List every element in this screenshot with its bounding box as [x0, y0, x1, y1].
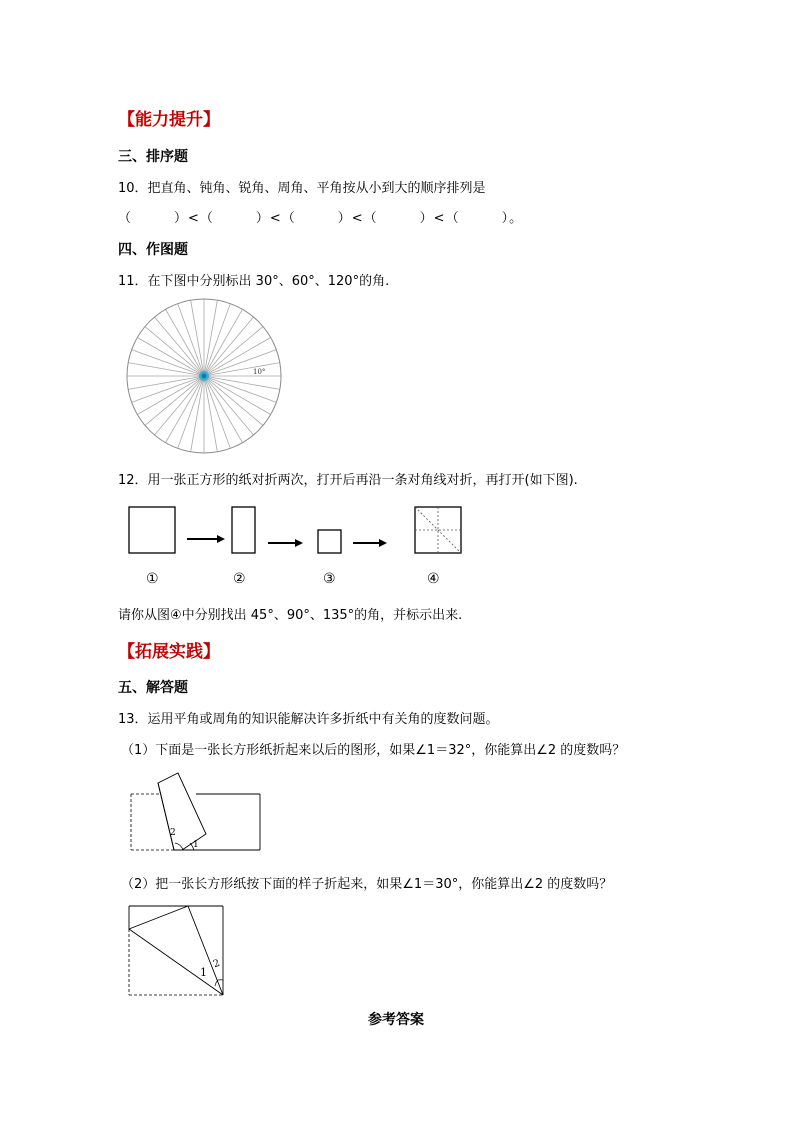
- question-13-part1: （1）下面是一张长方形纸折起来以后的图形，如果∠1＝32°，你能算出∠2 的度数吗？: [121, 743, 626, 758]
- question-10: 10．把直角、钝角、锐角、周角、平角按从小到大的顺序排列是: [118, 181, 486, 196]
- part3-heading: 三、排序题: [118, 149, 188, 165]
- fold-figure-1: [128, 771, 262, 851]
- angle-1-label: 1: [200, 966, 207, 979]
- angle-1-label: 1: [193, 840, 199, 850]
- section-title-ability: 【能力提升】: [118, 110, 220, 130]
- step-label-1: ①: [146, 571, 159, 587]
- folding-steps-figure: [125, 503, 470, 558]
- question-11: 11．在下图中分别标出 30°、60°、120°的角.: [118, 274, 390, 289]
- question-10-blanks: （ ）<（ ）<（ ）<（ ）<（ ）。: [118, 211, 524, 226]
- step-label-2: ②: [233, 571, 246, 587]
- step2-rectangle: [232, 507, 255, 553]
- fold-figure-2: [126, 904, 226, 999]
- question-13-part2: （2）把一张长方形纸按下面的样子折起来，如果∠1＝30°，你能算出∠2 的度数吗？: [121, 877, 613, 892]
- arrow-right-icon: [217, 535, 225, 543]
- question-13: 13．运用平角或周角的知识能解决许多折纸中有关角的度数问题。: [118, 712, 499, 727]
- step-label-3: ③: [323, 571, 336, 587]
- angle-circle-figure: [126, 298, 282, 454]
- arrow-right-icon: [379, 539, 387, 547]
- angle-2-label: 2: [211, 957, 222, 971]
- question-12: 12．用一张正方形的纸对折两次，打开后再沿一条对角线对折，再打开(如下图).: [118, 473, 578, 488]
- part4-heading: 四、作图题: [118, 242, 188, 258]
- question-12-task: 请你从图④中分别找出 45°、90°、135°的角，并标示出来.: [118, 608, 463, 623]
- ten-degree-label: 10°: [253, 368, 266, 376]
- step1-square: [129, 507, 175, 553]
- step3-small-square: [318, 530, 341, 553]
- step-label-4: ④: [427, 571, 440, 587]
- part5-heading: 五、解答题: [118, 680, 188, 696]
- arrow-right-icon: [295, 539, 303, 547]
- angle-2-label: 2: [170, 828, 176, 838]
- answers-title: 参考答案: [368, 1012, 424, 1028]
- section-title-extend: 【拓展实践】: [118, 642, 220, 662]
